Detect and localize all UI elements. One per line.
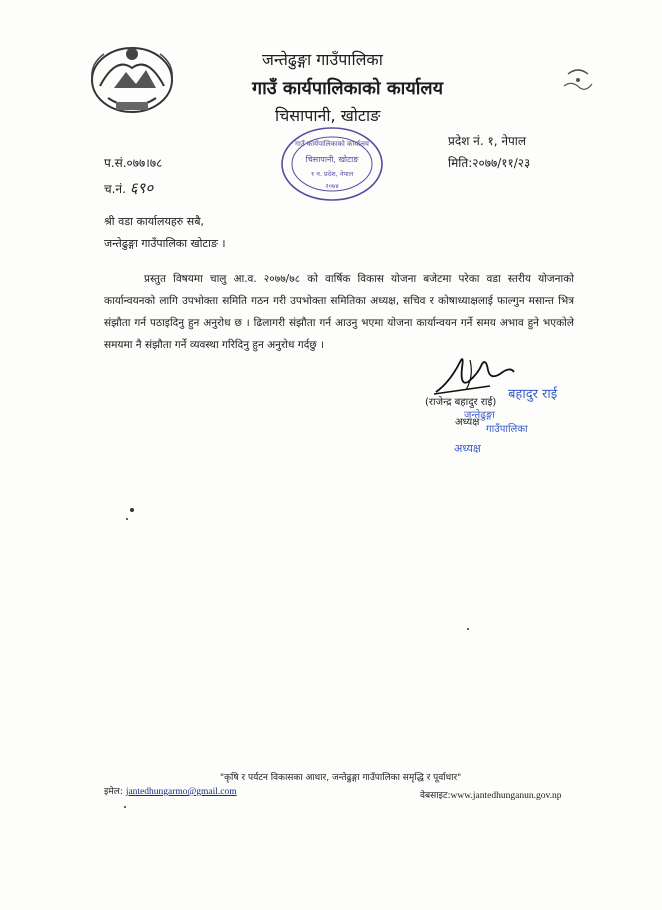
recipient-line-1: श्री वडा कार्यालयहरु सबै, — [104, 215, 204, 228]
round-stamp-mid-text: चिसापानी, खोटाङ — [305, 155, 359, 164]
letter-body — [104, 268, 574, 356]
scan-speck — [130, 508, 134, 512]
office-location: चिसापानी, खोटाङ — [275, 106, 381, 125]
round-office-stamp — [276, 124, 388, 206]
round-stamp-year-text: २०७४ — [325, 182, 339, 190]
footer-email-row — [104, 784, 237, 797]
blue-stamp-line-3: गाउँपालिका — [486, 424, 528, 435]
blue-stamp-line-2: जन्तेढुङ्गा — [464, 410, 495, 421]
letter-date: मिति:२०७७/११/२३ — [448, 156, 531, 170]
dispatch-number: ६९० — [129, 179, 154, 197]
blue-stamp-line-4: अध्यक्ष — [454, 442, 481, 455]
round-stamp-top-text: गाउँ कार्यपालिकाको कार्यालय — [295, 140, 369, 148]
website-label: वेबसाइट: — [420, 791, 451, 801]
scan-speck — [467, 628, 469, 630]
small-stamp-icon — [560, 64, 596, 98]
signer-title: अध्यक्ष — [455, 417, 480, 428]
reference-number: प.सं.०७७।७८ — [104, 156, 163, 170]
signer-name: (राजेन्द्र बहादुर राई) — [425, 397, 497, 408]
scan-speck — [126, 518, 128, 520]
email-link[interactable]: jantedhungarmo@gmail.com — [125, 787, 237, 797]
nepal-emblem-icon — [86, 36, 178, 118]
round-stamp-bottom-text: १ न. प्रदेश, नेपाल — [310, 170, 354, 178]
blue-stamp-line-1: बहादुर राई — [508, 387, 558, 402]
municipality-name: जन्तेढुङ्गा गाउँपालिका — [262, 50, 383, 69]
email-label: इमेल: — [104, 787, 123, 797]
footer-motto: "कृषि र पर्यटन विकासका आधार, जन्तेढुङ्गा गाउँपालिका समृद्धि र पूर्वाधार" — [220, 773, 462, 783]
footer-website-row — [420, 788, 561, 801]
website-link[interactable]: www.jantedhunganun.gov.np — [450, 791, 562, 801]
province: प्रदेश नं. १, नेपाल — [448, 134, 527, 148]
office-name: गाउँ कार्यपालिकाको कार्यालय — [252, 78, 444, 99]
body-paragraph: प्रस्तुत विषयमा चालु आ.व. २०७७/७८ को वार्षिक विकास योजना बजेटमा परेका वडा स्तरीय योजनाको कार्यान्वयनको लागि उपभोक्ता समिति गठन गरी उपभोक्ता समितिका अध्यक्ष, सचिव र कोषाध्याक्षलाई फाल्गुन मसान्त भित्र संझौता गर्न पठाइदिनु हुन अनुरोध छ । ढिलागरी संझौता गर्न आउनु भएमा योजना कार्यान्वयन गर्ने समय अभाव हुने भएकोले समयमा नै संझौता गर्ने व्यवस्था गरिदिनु हुन अनुरोध गर्दछु । — [104, 273, 574, 351]
dispatch-label: च.नं. — [104, 182, 126, 196]
scan-speck — [124, 806, 126, 808]
dispatch-number-row — [104, 178, 153, 198]
recipient-line-2: जन्तेढुङ्गा गाउँपालिका खोटाङ । — [104, 237, 226, 250]
